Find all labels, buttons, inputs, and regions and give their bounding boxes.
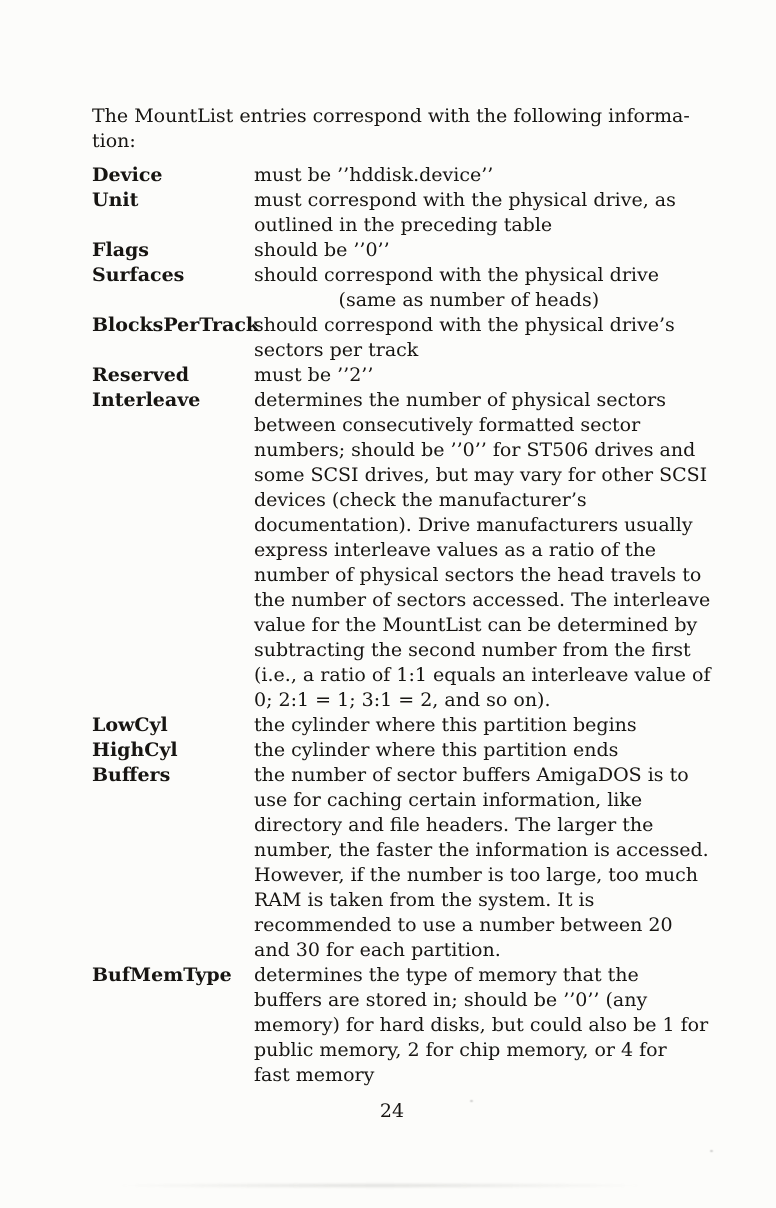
definition-row bbox=[92, 313, 711, 363]
intro-paragraph bbox=[92, 104, 690, 154]
definition-description bbox=[254, 163, 493, 188]
definition-term: Interleave bbox=[92, 389, 201, 411]
text-line: must correspond with the physical drive, as bbox=[254, 189, 676, 211]
definition-description bbox=[254, 738, 618, 763]
text-line: the number of sector buffers AmigaDOS is to bbox=[254, 764, 689, 786]
scan-speck bbox=[470, 1100, 473, 1102]
text-line: RAM is taken from the system. It is bbox=[254, 889, 595, 911]
definition-description bbox=[254, 388, 711, 713]
definition-term: BlocksPerTrack bbox=[92, 314, 260, 336]
definition-description bbox=[254, 763, 709, 963]
definition-row bbox=[92, 963, 711, 1088]
text-line: memory) for hard disks, but could also be 1 for bbox=[254, 1014, 709, 1036]
text-line: the number of sectors accessed. The interleave bbox=[254, 589, 711, 611]
text-line: recommended to use a number between 20 bbox=[254, 914, 673, 936]
text-line: should correspond with the physical drive’s bbox=[254, 314, 675, 336]
definition-row bbox=[92, 263, 711, 313]
definition-description bbox=[254, 188, 676, 238]
text-line: use for caching certain information, like bbox=[254, 789, 643, 811]
definition-row bbox=[92, 713, 711, 738]
definition-row bbox=[92, 188, 711, 238]
definition-row bbox=[92, 363, 711, 388]
definition-description bbox=[254, 238, 390, 263]
text-line: fast memory bbox=[254, 1064, 375, 1086]
text-line: (same as number of heads) bbox=[254, 289, 600, 311]
text-line: subtracting the second number from the first bbox=[254, 639, 691, 661]
text-line: 0; 2:1 = 1; 3:1 = 2, and so on). bbox=[254, 689, 551, 711]
definition-term: HighCyl bbox=[92, 739, 178, 761]
text-line: must be ’’hddisk.device’’ bbox=[254, 164, 494, 186]
text-line: documentation). Drive manufacturers usually bbox=[254, 514, 693, 536]
definition-description bbox=[254, 263, 659, 313]
definition-description bbox=[254, 363, 373, 388]
text-line: should be ’’0’’ bbox=[254, 239, 390, 261]
text-line: devices (check the manufacturer’s bbox=[254, 489, 587, 511]
definition-term: Surfaces bbox=[92, 264, 185, 286]
text-line: numbers; should be ’’0’’ for ST506 drives and bbox=[254, 439, 696, 461]
definition-term: Reserved bbox=[92, 364, 190, 386]
text-line: number, the faster the information is accessed. bbox=[254, 839, 709, 861]
text-line: determines the type of memory that the bbox=[254, 964, 639, 986]
scan-smudge-artifact bbox=[120, 1183, 640, 1188]
definition-term: BufMemType bbox=[92, 964, 232, 986]
text-line: However, if the number is too large, too much bbox=[254, 864, 698, 886]
text-line: the cylinder where this partition begins bbox=[254, 714, 637, 736]
text-line: some SCSI drives, but may vary for other SCSI bbox=[254, 464, 708, 486]
definition-description bbox=[254, 713, 637, 738]
definition-row bbox=[92, 388, 711, 713]
definition-description bbox=[254, 313, 675, 363]
definition-row bbox=[92, 238, 711, 263]
mountlist-definition-list bbox=[92, 163, 711, 1088]
definition-term: Unit bbox=[92, 189, 139, 211]
page-number: 24 bbox=[379, 1100, 405, 1122]
definition-term: Buffers bbox=[92, 764, 171, 786]
text-line: outlined in the preceding table bbox=[254, 214, 553, 236]
text-line: The MountList entries correspond with the following informa- bbox=[92, 105, 690, 127]
text-line: sectors per track bbox=[254, 339, 419, 361]
definition-description bbox=[254, 963, 708, 1088]
text-line: tion: bbox=[92, 130, 136, 152]
text-line: public memory, 2 for chip memory, or 4 for bbox=[254, 1039, 667, 1061]
definition-term: Flags bbox=[92, 239, 149, 261]
definition-term: Device bbox=[92, 164, 163, 186]
text-line: express interleave values as a ratio of the bbox=[254, 539, 657, 561]
definition-row bbox=[92, 763, 711, 963]
scan-speck bbox=[710, 1150, 713, 1152]
text-line: between consecutively formatted sector bbox=[254, 414, 641, 436]
text-line: directory and file headers. The larger the bbox=[254, 814, 654, 836]
text-line: value for the MountList can be determined by bbox=[254, 614, 698, 636]
text-line: the cylinder where this partition ends bbox=[254, 739, 619, 761]
text-line: should correspond with the physical drive bbox=[254, 264, 659, 286]
definition-row bbox=[92, 738, 711, 763]
text-line: buffers are stored in; should be ’’0’’ (any bbox=[254, 989, 648, 1011]
text-line: (i.e., a ratio of 1:1 equals an interleave value of bbox=[254, 664, 711, 686]
text-line: must be ’’2’’ bbox=[254, 364, 374, 386]
definition-term: LowCyl bbox=[92, 714, 168, 736]
text-line: and 30 for each partition. bbox=[254, 939, 501, 961]
text-line: number of physical sectors the head travels to bbox=[254, 564, 702, 586]
text-line: determines the number of physical sectors bbox=[254, 389, 667, 411]
definition-row bbox=[92, 163, 711, 188]
